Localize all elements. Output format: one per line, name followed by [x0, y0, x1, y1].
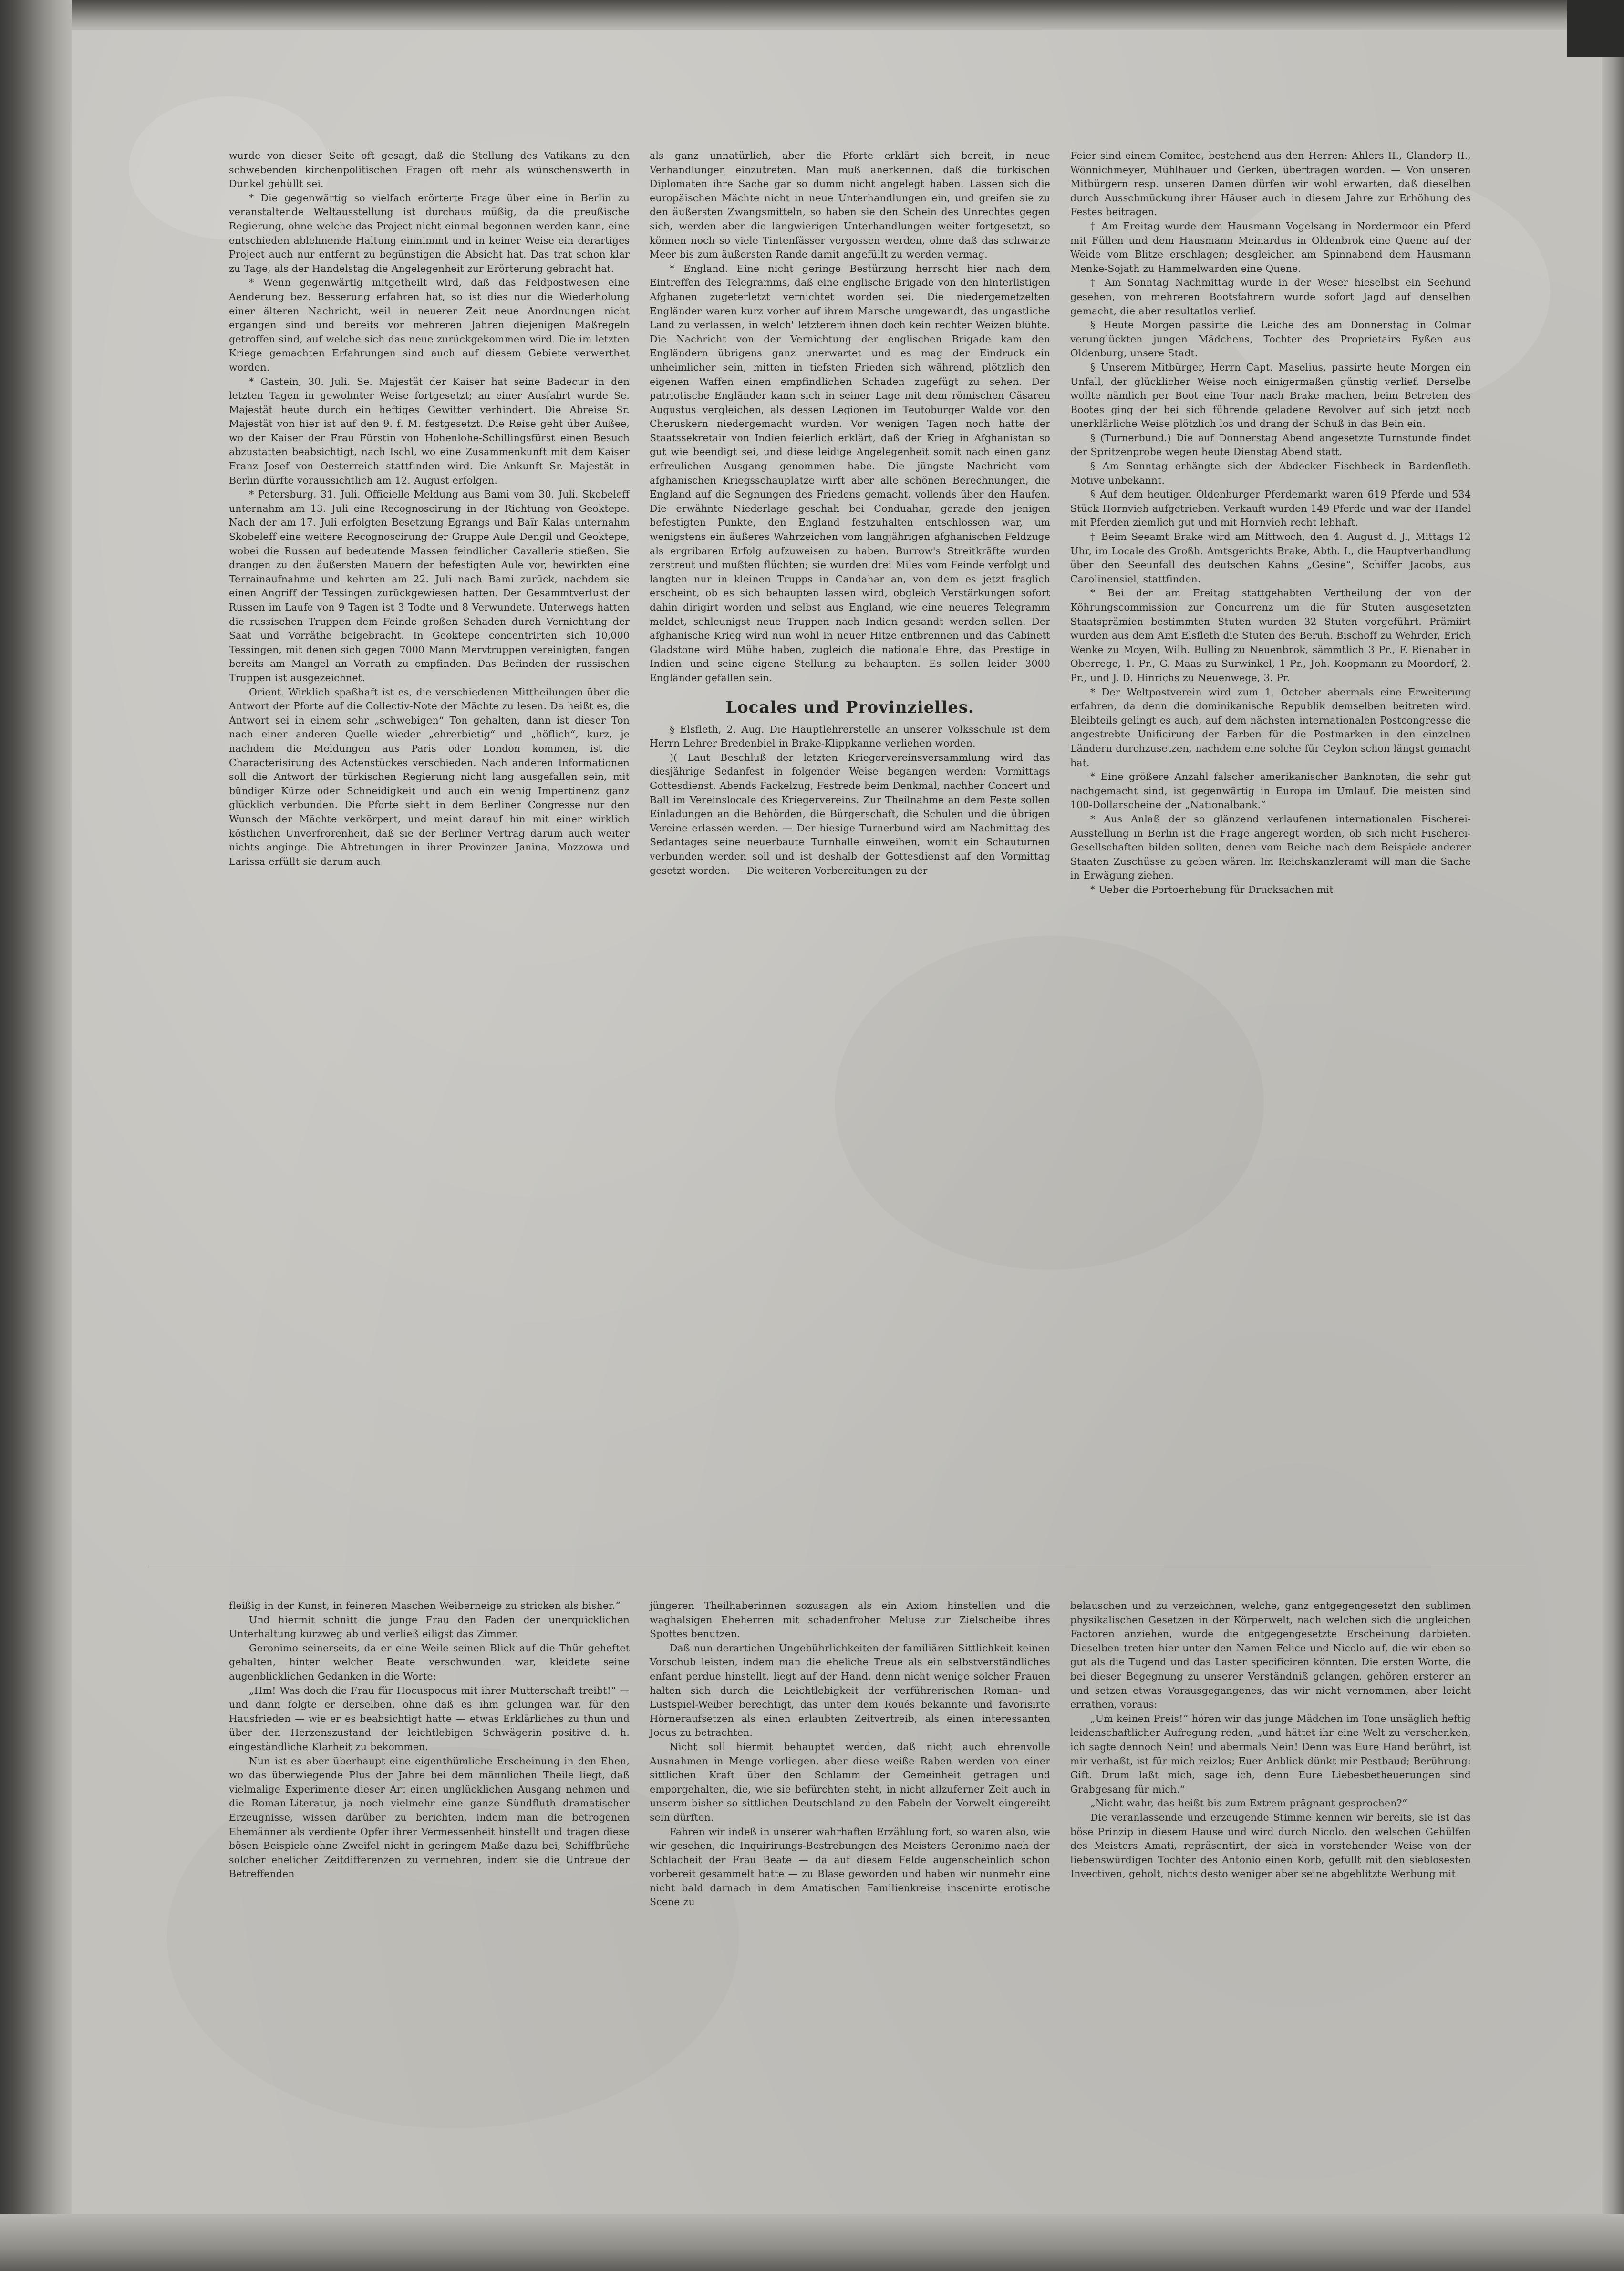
column-1-bottom: [219, 1599, 639, 1909]
paragraph: Und hiermit schnitt die junge Frau den Faden der unerquicklichen Unterhaltung kurzweg ab und verließ eiligst das Zimmer.: [229, 1614, 630, 1640]
paragraph-stuten: * Bei der am Freitag stattgehabten Vertheilung der von der Köhrungscommission zur Concurrenz um die für Stuten ausgesetzten Staatsprämien bestimmten Stuten wurden 32 Stuten vorgeführt. Prämiirt wurden aus dem Amt Elsfleth die Stuten des Beruh. Bischoff zu Wehrder, Erich Wenke zu Moyen, Wilh. Bulling zu Neuenbrok, sämmtlich 3 Pr., F. Rienaber in Oberrege, 1. Pr., G. Maas zu Surwinkel, 1 Pr., Joh. Koopmann zu Moordorf, 2. Pr., und J. D. Hinrichs zu Neuenwege, 3. Pr.: [1070, 587, 1471, 684]
paragraph: Fahren wir indeß in unserer wahrhaften Erzählung fort, so waren also, wie wir gesehen, die Inquirirungs-Bestrebungen des Meisters Geronimo nach der Schlacheit der Frau Beate — da auf diesem Felde augenscheinlich schon vorbereit gesammelt hatte — zu Blase geworden und haben wir nunmehr eine nicht bald darnach in dem Amatischen Familienkreise inscenirte erotische Scene zu: [650, 1825, 1050, 1908]
paper-sheet: [72, 30, 1602, 2214]
column-1: [219, 149, 639, 897]
paragraph: wurde von dieser Seite oft gesagt, daß die Stellung des Vatikans zu den schwebenden kirchenpolitischen Fragen oft mehr als wünschenswerth in Dunkel gehüllt sei.: [229, 150, 630, 190]
paragraph-fischerei: * Aus Anlaß der so glänzend verlaufenen internationalen Fischerei-Ausstellung in Berlin ist die Frage angeregt worden, ob sich nicht Fischerei-Gesellschaften bilden sollten, denen vom Reiche nach dem Beispiele anderer Staaten Zuschüsse zu geben wären. Im Reichskanzleramt will man die Sache in Erwägung ziehen.: [1070, 813, 1471, 881]
lower-feuilleton-grid: [219, 1599, 1524, 1909]
upper-article-grid: [219, 149, 1524, 897]
paragraph: Nicht soll hiermit behauptet werden, daß nicht auch ehrenvolle Ausnahmen in Menge vorliegen, aber diese weiße Raben werden von einer sittlichen Kraft über den Schlamm der Gemeinheit getragen und emporgehalten, die, wie sie befürchten steht, in nicht allzuferner Zeit auch in unserm bisher so sittlichen Deutschland zu den Fabeln der Vorwelt eingereiht sein dürften.: [650, 1741, 1050, 1823]
paragraph-banknoten: * Eine größere Anzahl falscher amerikanischer Banknoten, die sehr gut nachgemacht sind, ist gegenwärtig in Europa im Umlauf. Die meisten sind 100-Dollarscheine der „Nationalbank.“: [1070, 771, 1471, 811]
paragraph: * Wenn gegenwärtig mitgetheilt wird, daß das Feldpostwesen eine Aenderung bez. Besserung erfahren hat, so ist dies nur die Wiederholung einer älteren Nachricht, weil in neuerer Zeit neue Anordnungen nicht ergangen sind und bereits vor mehreren Jahren diejenigen Maßregeln getroffen sind, auf welche sich das neue zurückgekommen wird. Die im letzten Kriege gemachten Erfahrungen sind auch auf diesem Gebiete verwerthet worden.: [229, 277, 630, 373]
scan-edge-bottom: [0, 2214, 1624, 2271]
paragraph: § Unserem Mitbürger, Herrn Capt. Maselius, passirte heute Morgen ein Unfall, der glücklicher Weise noch einigermaßen günstig verlief. Derselbe wollte nämlich per Boot eine Tour nach Brake machen, beim Betreten des Bootes ging der bei sich führende geladene Revolver auf sich jetzt noch unerklärliche Weise plötzlich los und drang der Schuß in das Bein ein.: [1070, 361, 1471, 430]
paragraph-dialogue: „Um keinen Preis!“ hören wir das junge Mädchen im Tone unsäglich heftig leidenschaftlicher Aufregung reden, „und hättet ihr eine Welt zu verschenken, ich sagte dennoch Nein! und abermals Nein! Denn was Eure Hand berührt, ist mir verhaßt, ist für mich reizlos; Euer Anblick dünkt mir Pestbaud; Berührung: Gift. Drum laßt mich, sage ich, denn Eure Liebesbetheuerungen sind Grabgesang für mich.“: [1070, 1712, 1471, 1795]
paragraph: § Heute Morgen passirte die Leiche des am Donnerstag in Colmar verunglückten jungen Mädchens, Tochter des Proprietairs Eyßen aus Oldenburg, unsere Stadt.: [1070, 319, 1471, 359]
paragraph: * Die gegenwärtig so vielfach erörterte Frage über eine in Berlin zu veranstaltende Weltausstellung ist durchaus müßig, da die preußische Regierung, ohne welche das Project nicht einmal begonnen werden kann, eine entschieden ablehnende Haltung einnimmt und in keiner Weise ein derartiges Project auch nur entfernt zu begünstigen die Absicht hat. Das trat schon klar zu Tage, als der Handelstag die Angelegenheit zur Erörterung gebracht hat.: [229, 192, 630, 274]
scan-corner-dark: [1567, 0, 1624, 57]
scan-edge-right: [1602, 0, 1624, 2271]
paragraph: † Am Freitag wurde dem Hausmann Vogelsang in Nordermoor ein Pferd mit Füllen und dem Hausmann Meinardus in Oldenbrok eine Quene auf der Weide vom Blitze erschlagen; desgleichen am Spinnabend dem Hausmann Menke-Sojath zu Hammelwarden eine Quene.: [1070, 220, 1471, 274]
scan-edge-top: [0, 0, 1624, 30]
paragraph: Geronimo seinerseits, da er eine Weile seinen Blick auf die Thür geheftet gehalten, hinter welcher Beate verschwunden war, kleidete seine augenblicklichen Gedanken in die Worte:: [229, 1642, 630, 1682]
column-2: [640, 149, 1060, 897]
column-2-bottom: [640, 1599, 1060, 1909]
scan-binding-left: [0, 0, 72, 2271]
section-heading-locales: Locales und Provinzielles.: [725, 697, 974, 717]
paragraph: * Ueber die Portoerhebung für Drucksachen mit: [1090, 883, 1334, 895]
paragraph: belauschen und zu verzeichnen, welche, ganz entgegengesetzt den sublimen physikalischen Gesetzen in der Körperwelt, nach welchen sich die ungleichen Factoren anziehen, wurde die entgegengesetzte Erscheinung darbieten. Dieselben treten hier unter den Namen Felice und Nicolo auf, die wir eben so gut als die Tugend und das Laster specificiren könnten. Die ersten Worte, die bei dieser Begegnung zu unserer Verständniß gelangen, gehören ersterer an und setzen etwas Vorausgegangenes, das wir nicht vernommen, aber leicht errathen, voraus:: [1070, 1600, 1471, 1711]
paragraph: Die veranlassende und erzeugende Stimme kennen wir bereits, sie ist das böse Prinzip in diesem Hause und wird durch Nicolo, den welschen Gehülfen des Meisters Amati, repräsentirt, der sich in vorstehender Weise von der liebenswürdigen Tochter des Antonio einen Korb, gefüllt mit den sieblosesten Invectiven, geholt, nichts desto weniger aber seine abgeblitzte Werbung mit: [1070, 1811, 1471, 1880]
paragraph: fleißig in der Kunst, in feineren Maschen Weiberneige zu stricken als bisher.“: [229, 1600, 621, 1611]
paragraph-dialogue: „Nicht wahr, das heißt bis zum Extrem prägnant gesprochen?“: [1090, 1797, 1407, 1809]
paragraph: † Am Sonntag Nachmittag wurde in der Weser hieselbst ein Seehund gesehen, von mehreren Bootsfahrern wurde sofort Jagd auf denselben gemacht, die aber resultatlos verlief.: [1070, 277, 1471, 317]
paragraph-petersburg: * Petersburg, 31. Juli. Officielle Meldung aus Bami vom 30. Juli. Skobeleff unternahm am 13. Juli eine Recognoscirung in der Richtung von Geoktepe. Nach der am 17. Juli erfolgten Besetzung Egrangs und Baïr Kalas unternahm Skobeleff eine weitere Recognoscirung der Gruppe Aule Dengil und Geoktepe, wobei die Russen auf bedeutende Massen feindlicher Cavallerie stießen. Sie drangen zu den äußersten Mauern der befestigten Aule vor, bewirkten eine Terrainaufnahme und kehrten am 22. Juli nach Bami zurück, nachdem sie einen Angriff der Tessingen zurückgewiesen hatten. Der Gesammtverlust der Russen im Laufe von 9 Tagen ist 3 Todte und 8 Verwundete. Unterwegs hatten die russischen Truppen dem Feinde großen Schaden durch Vernichtung der Saat und Vorräthe beigebracht. In Geoktepe concentrirten sich 10,000 Tessingen, mit denen sich gegen 7000 Mann Mervtruppen vereinigten, fangen bereits am Mangel an Vorrath zu empfinden. Das Befinden der russischen Truppen ist ausgezeichnet.: [229, 488, 630, 684]
paragraph-seeamt: † Beim Seeamt Brake wird am Mittwoch, den 4. August d. J., Mittags 12 Uhr, im Locale des Großh. Amtsgerichts Brake, Abth. I., die Hauptverhandlung über den Seeunfall des deutschen Kahns „Gesine“, Schiffer Jacobs, aus Carolinensiel, stattfinden.: [1070, 531, 1471, 585]
paragraph-weltpostverein: * Der Weltpostverein wird zum 1. October abermals eine Erweiterung erfahren, da denn die dominikanische Republik demselben beitreten wird. Bleibteils gelingt es auch, auf dem nächsten internationalen Postcongresse die angestrebte Unificirung der Farben für die Postmarken in den einzelnen Ländern durchzusetzen, nachdem eine solche für Ceylon schon längst gemacht hat.: [1070, 686, 1471, 768]
paragraph-england: * England. Eine nicht geringe Bestürzung herrscht hier nach dem Eintreffen des Telegramms, daß eine englische Brigade von den hinterlistigen Afghanen zugeterletzt vernichtet worden sei. Die niedergemetzelten Engländer waren kurz vorher auf ihrem Marsche umgewandt, das ungastliche Land zu verlassen, in welch' letzterem ihnen doch kein rechter Weizen blühte. Die Nachricht von der Vernichtung der englischen Brigade kam den Engländern übrigens ganz unerwartet und es mag der Eindruck ein unheimlicher sein, mitten in tiefsten Frieden sich während, plötzlich den eigenen Waffen einen empfindlichen Schaden zugefügt zu sehen. Der patriotische Engländer kann sich in seiner Lage mit dem römischen Cäsaren Augustus vergleichen, als dessen Legionen im Teutoburger Walde von den Cheruskern niedergemacht wurden. Vor wenigen Tagen noch hatte der Staatssekretair von Indien feierlich erklärt, daß der Krieg in Afghanistan so gut wie beendigt sei, und diese leidige Angelegenheit somit nach einen ganz erfreulichen Ausgang genommen habe. Die jüngste Nachricht vom afghanischen Kriegsschauplatze wirft aber alle schönen Berechnungen, die England auf die Segnungen des Friedens gemacht, vollends über den Haufen. Die erwähnte Niederlage geschah bei Conduahar, gerade den jenigen befestigten Punkte, den England festzuhalten entschlossen war, um wenigstens ein äußeres Wahrzeichen vom langjährigen afghanischen Feldzuge als ergribaren Erfolg aufzuweisen zu haben. Burrow's Streitkräfte wurden zerstreut und mußten flüchten; sie wurden drei Miles vom Feinde verfolgt und langten nur in kleinen Trupps in Candahar an, von dem es jetzt fraglich erscheint, ob es sich behaupten lassen wird, obgleich Verstärkungen sofort dahin dirigirt worden und selbst aus England, wie eine neueres Telegramm meldet, schleunigst neue Truppen nach Indien gesandt werden sollen. Der afghanische Krieg wird nun wohl in neuer Hitze entbrennen und das Cabinett Gladstone wird Mühe haben, zugleich die nationale Ehre, das Prestige in Indien und seine eigene Stellung zu behaupten. Es sollen leider 3000 Engländer gefallen sein.: [650, 262, 1050, 684]
paragraph-sedanfest: )( Laut Beschluß der letzten Kriegervereinsversammlung wird das diesjährige Sedanfest in folgender Weise begangen werden: Vormittags Gottesdienst, Abends Fackelzug, Festrede beim Denkmal, nachher Concert und Ball im Vereinslocale des Kriegervereins. Zur Theilnahme an dem Feste sollen Einladungen an die Behörden, die Bürgerschaft, die Schulen und die übrigen Vereine erlassen werden. — Der hiesige Turnerbund wird am Nachmittag des Sedantages seine neuerbaute Turnhalle einweihen, womit ein Schauturnen verbunden werden soll und ist deshalb der Gottesdienst auf den Vormittag gesetzt worden. — Die weiteren Vorbereitungen zu der: [650, 751, 1050, 876]
column-3: [1061, 149, 1480, 897]
paragraph-dialogue: „Hm! Was doch die Frau für Hocuspocus mit ihrer Mutterschaft treibt!“ — und dann folgte er derselben, ohne daß es ihm gelungen war, für den Hausfrieden — wie er es beabsichtigt hatte — etwas Erklärliches zu thun und über den Herzenszustand der leichtlebigen Schwägerin positive d. h. eingeständliche Klarheit zu bekommen.: [229, 1684, 630, 1753]
paragraph-pferdemarkt: § Auf dem heutigen Oldenburger Pferdemarkt waren 619 Pferde und 534 Stück Hornvieh aufgetrieben. Verkauft wurden 149 Pferde und war der Handel mit Pferden ziemlich gut und mit Hornvieh recht lebhaft.: [1070, 488, 1471, 529]
paragraph: Nun ist es aber überhaupt eine eigenthümliche Erscheinung in den Ehen, wo das überwiegende Plus der Jahre bei dem männlichen Theile liegt, daß vielmalige Experimente dieser Art einen unglücklichen Ausgang nehmen und die Roman-Literatur, ja noch vielmehr eine ganze Sündfluth dramatischer Erzeugnisse, wissen darüber zu berichten, indem man die betrogenen Ehemänner als verdiente Opfer ihrer Vermessenheit hinstellt und tragen diese bösen Beispiele ohne Zweifel nicht in geringem Maße dazu bei, Schiffbrüche solcher ehelicher Zeitdifferenzen zu vermehren, indem sie die Untreue der Betreffenden: [229, 1755, 630, 1880]
paragraph-gastein: * Gastein, 30. Juli. Se. Majestät der Kaiser hat seine Badecur in den letzten Tagen in gewohnter Weise fortgesetzt; an einer Ausfahrt wurde Se. Majestät heute durch ein heftiges Gewitter verhindert. Die Abreise Sr. Majestät von hier ist auf den 9. f. M. festgesetzt. Die Reise geht über Außee, wo der Kaiser der Frau Fürstin von Hohenlohe-Schillingsfürst einen Besuch abzustatten beabsichtigt, nach Ischl, wo eine Zusammenkunft mit dem Kaiser Franz Josef von Oesterreich stattfinden wird. Die Ankunft Sr. Majestät in Berlin dürfte voraussichtlich am 12. August erfolgen.: [229, 375, 630, 486]
paragraph-turnerbund: § (Turnerbund.) Die auf Donnerstag Abend angesetzte Turnstunde findet der Spritzenprobe wegen heute Dienstag Abend statt.: [1070, 432, 1471, 458]
paragraph: § Am Sonntag erhängte sich der Abdecker Fischbeck in Bardenfleth. Motive unbekannt.: [1070, 460, 1471, 486]
paragraph: Daß nun derartichen Ungebührlichkeiten der familiären Sittlichkeit keinen Vorschub leisten, indem man die eheliche Treue als ein selbstverständliches enfant perdue hinstellt, liegt auf der Hand, denn nicht wenige solcher Frauen halten sich durch die Leichtlebigkeit der verführerischen Roman- und Lustspiel-Weiber berechtigt, das unter dem Roués bekannte und favorisirte Hörneraufsetzen als einen erlaubten Zeitvertreib, als einen interessanten Jocus zu betrachten.: [650, 1642, 1050, 1739]
paragraph: jüngeren Theilhaberinnen sozusagen als ein Axiom hinstellen und die waghalsigen Eheherren mit schadenfroher Meluse zur Zielscheibe ihres Spottes benutzen.: [650, 1600, 1050, 1640]
paragraph-orient: Orient. Wirklich spaßhaft ist es, die verschiedenen Mittheilungen über die Antwort der Pforte auf die Collectiv-Note der Mächte zu lesen. Da heißt es, die Antwort sei in einem sehr „schwebigen“ Ton gehalten, dann ist dieser Ton nach einer anderen Quelle wieder „ehrerbietig“ und „höflich“, kurz, je nachdem die Meldungen aus Paris oder London kommen, ist die Characterisirung des Actenstückes verschieden. Nach anderen Informationen soll die Antwort der türkischen Regierung nicht lang ausgefallen sein, mit bündiger Kürze oder Schneidigkeit und auch ein wenig Impertinenz ganz glücklich verbunden. Die Pforte sieht in dem Berliner Congresse nur den Wunsch der Mächte verkörpert, und meint darauf hin mit einer wirklich köstlichen Unverfrorenheit, daß sie der Berliner Vertrag darum auch weiter nichts anginge. Die Abtretungen in ihrer Provinzen Janina, Mozzowa und Larissa erfüllt sie darum auch: [229, 686, 630, 867]
paragraph: als ganz unnatürlich, aber die Pforte erklärt sich bereit, in neue Verhandlungen einzutreten. Man muß anerkennen, daß die türkischen Diplomaten ihre Sache gar so dumm nicht angelegt haben. Lassen sich die europäischen Mächte nicht in neue Unterhandlungen ein, und greifen sie zu den äußersten Zwangsmitteln, so haben sie den Schein des Unrechtes gegen sich, werden aber die langwierigen Unterhandlungen weiter fortgesetzt, so können noch so viele Tintenfässer vergossen werden, ohne daß das schwarze Meer bis zum äußersten Rande damit angefüllt zu werden vermag.: [650, 150, 1050, 260]
paragraph-elsfleth: § Elsfleth, 2. Aug. Die Hauptlehrerstelle an unserer Volksschule ist dem Herrn Lehrer Bredenbiel in Brake-Klippkanne verliehen worden.: [650, 723, 1050, 749]
column-3-bottom: [1061, 1599, 1480, 1909]
paper-blotch: [835, 936, 1264, 1270]
paragraph: Feier sind einem Comitee, bestehend aus den Herren: Ahlers II., Glandorp II., Wönnichmeyer, Mühlhauer und Gerken, übertragen worden. — Von unseren Mitbürgern resp. unseren Damen dürfen wir wohl erwarten, daß dieselben durch Ausschmückung ihrer Häuser auch in diesem Jahre zur Erhöhung des Festes beitragen.: [1070, 150, 1471, 218]
